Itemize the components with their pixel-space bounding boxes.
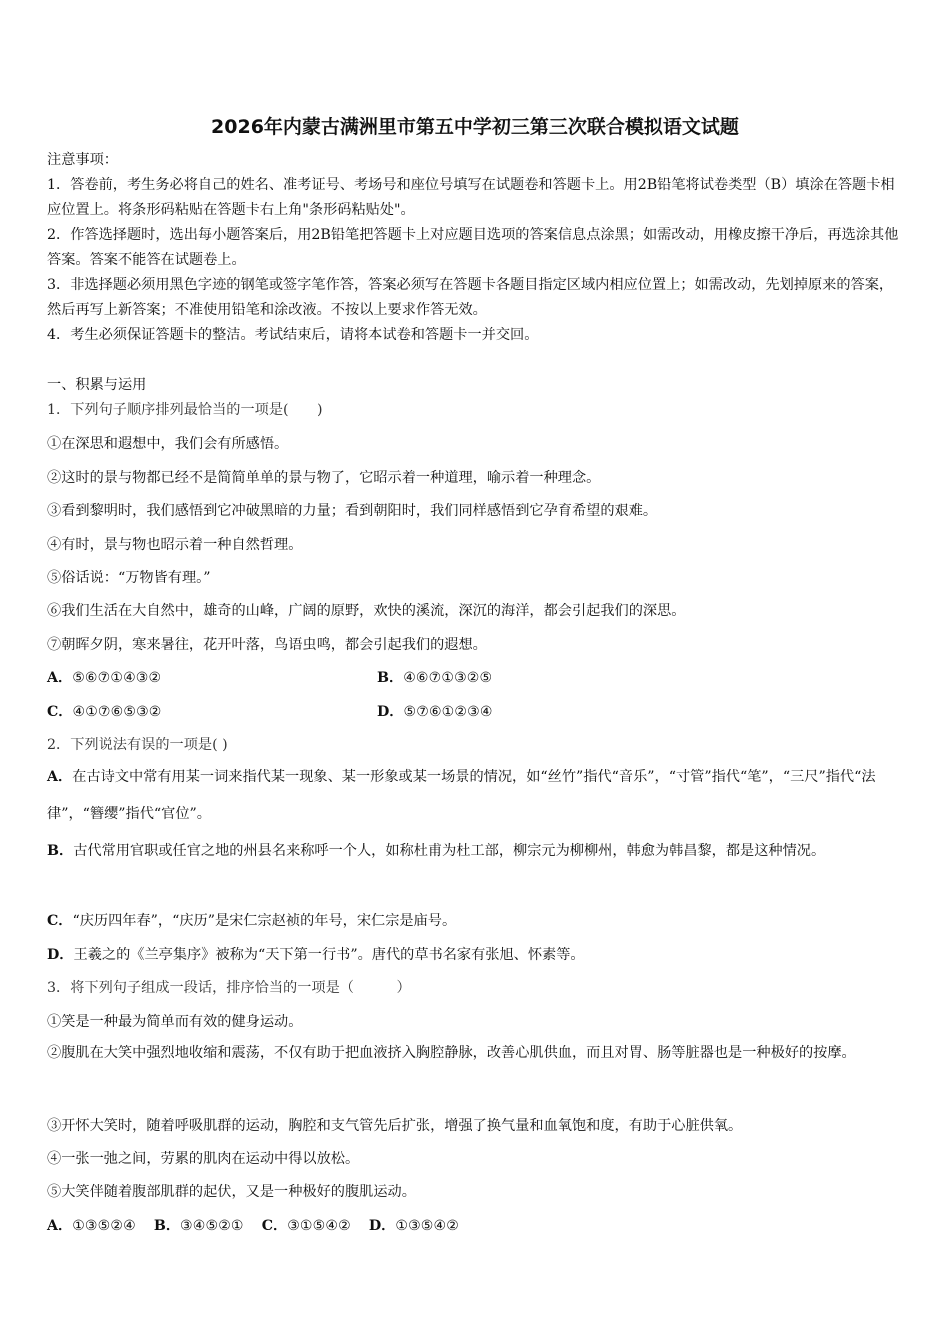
option-label: D．	[368, 1218, 396, 1234]
option-label: B．	[47, 843, 74, 859]
question-1-sentence: ②这时的景与物都已经不是简简单单的景与物了，它昭示着一种道理，喻示着一种理念。	[47, 470, 601, 486]
question-1-option-row	[47, 701, 493, 721]
notice-block	[47, 148, 907, 348]
question-3-sentence: ④一张一弛之间，劳累的肌肉在运动中得以放松。	[47, 1151, 360, 1167]
question-2-stem: 2．下列说法有误的一项是( )	[47, 737, 228, 753]
question-1-sentence: ⑤俗话说：“万物皆有理。”	[47, 570, 211, 586]
option-label: A．	[47, 769, 73, 785]
notice-item: 2．作答选择题时，选出每小题答案后，用2B铅笔把答题卡上对应题目选项的答案信息点涂黑；如需改动，用橡皮擦干净后，再选涂其他答案。答案不能答在试题卷上。	[47, 227, 899, 268]
question-1-sentence: ①在深思和遐想中，我们会有所感悟。	[47, 436, 289, 452]
option-c	[47, 704, 162, 720]
option-d	[377, 701, 493, 721]
question-1-sentence: ③看到黎明时，我们感悟到它冲破黑暗的力量；看到朝阳时，我们同样感悟到它孕育希望的艰难。	[47, 503, 658, 519]
option-text: ③①⑤④②	[287, 1218, 351, 1234]
notice-item: 3．非选择题必须用黑色字迹的钢笔或签字笔作答，答案必须写在答题卡各题目指定区域内相应位置上；如需改动，先划掉原来的答案，然后再写上新答案；不准使用铅笔和涂改液。不按以上要求作答无效。	[47, 277, 894, 318]
question-3-sentence: ⑤大笑伴随着腹部肌群的起伏，又是一种极好的腹肌运动。	[47, 1184, 416, 1200]
option-text: ③④⑤②①	[180, 1218, 244, 1234]
option-b	[377, 667, 492, 687]
option-label: D．	[47, 947, 74, 963]
option-text: 古代常用官职或任官之地的州县名来称呼一个人，如称杜甫为杜工部，柳宗元为柳柳州，韩愈为韩昌黎，都是这种情况。	[73, 843, 826, 859]
option-text: ④⑥⑦①③②⑤	[403, 670, 493, 686]
page-title: 2026年内蒙古满洲里市第五中学初三第三次联合模拟语文试题	[211, 116, 739, 138]
option-label: C．	[47, 704, 73, 720]
question-3-sentence: ①笑是一种最为简单而有效的健身运动。	[47, 1014, 303, 1030]
question-1-sentence: ⑦朝晖夕阴，寒来暑往，花开叶落，鸟语虫鸣，都会引起我们的遐想。	[47, 637, 487, 653]
question-2-option-a	[47, 759, 907, 833]
notice-heading: 注意事项：	[47, 152, 118, 168]
option-text: ①③⑤②④	[72, 1218, 136, 1234]
option-label: D．	[377, 704, 404, 720]
question-3-options	[47, 1215, 459, 1235]
notice-item: 1．答卷前，考生务必将自己的姓名、准考证号、考场号和座位号填写在试题卷和答题卡上。用2B铅笔将试卷类型（B）填涂在答题卡相应位置上。将条形码粘贴在答题卡右上角"条形码粘贴处"。	[47, 177, 895, 218]
option-a	[47, 670, 161, 686]
question-1-sentence: ④有时，景与物也昭示着一种自然哲理。	[47, 537, 303, 553]
option-label: A．	[47, 1218, 73, 1234]
option-text: ⑤⑥⑦①④③②	[72, 670, 162, 686]
option-text: “庆历四年春”，“庆历”是宋仁宗赵祯的年号，宋仁宗是庙号。	[72, 913, 457, 929]
question-1-sentence: ⑥我们生活在大自然中，雄奇的山峰，广阔的原野，欢快的溪流，深沉的海洋，都会引起我们的深思。	[47, 603, 686, 619]
question-1-stem: 1．下列句子顺序排列最恰当的一项是( )	[47, 402, 323, 418]
question-1-option-row	[47, 667, 493, 687]
option-label: C．	[47, 913, 73, 929]
option-text: ①③⑤④②	[395, 1218, 459, 1234]
question-3-sentence: ③开怀大笑时，随着呼吸肌群的运动，胸腔和支气管先后扩张，增强了换气量和血氧饱和度，有助于心脏供氧。	[47, 1118, 743, 1134]
option-text: 在古诗文中常有用某一词来指代某一现象、某一形象或某一场景的情况，如“丝竹”指代“音乐”，“寸管”指代“笔”，“三尺”指代“法律”，“簪缨”指代“官位”。	[47, 769, 876, 822]
question-3-stem: 3．将下列句子组成一段话，排序恰当的一项是（ ）	[47, 980, 411, 996]
option-text: ④①⑦⑥⑤③②	[72, 704, 162, 720]
question-2-option-d	[47, 944, 585, 964]
option-text: ⑤⑦⑥①②③④	[403, 704, 493, 720]
option-text: 王羲之的《兰亭集序》被称为“天下第一行书”。唐代的草书名家有张旭、怀素等。	[73, 947, 585, 963]
option-label: B．	[153, 1218, 181, 1234]
question-2-option-b	[47, 833, 907, 870]
notice-item: 4．考生必须保证答题卡的整洁。考试结束后，请将本试卷和答题卡一并交回。	[47, 327, 539, 343]
option-label: B．	[377, 670, 404, 686]
question-2-option-c	[47, 910, 456, 930]
option-label: A．	[47, 670, 73, 686]
question-3-sentence: ②腹肌在大笑中强烈地收缩和震荡，不仅有助于把血液挤入胸腔静脉，改善心肌供血，而且对胃、肠等脏器也是一种极好的按摩。	[47, 1045, 856, 1061]
section-heading: 一、积累与运用	[47, 377, 147, 393]
option-label: C．	[261, 1218, 288, 1234]
